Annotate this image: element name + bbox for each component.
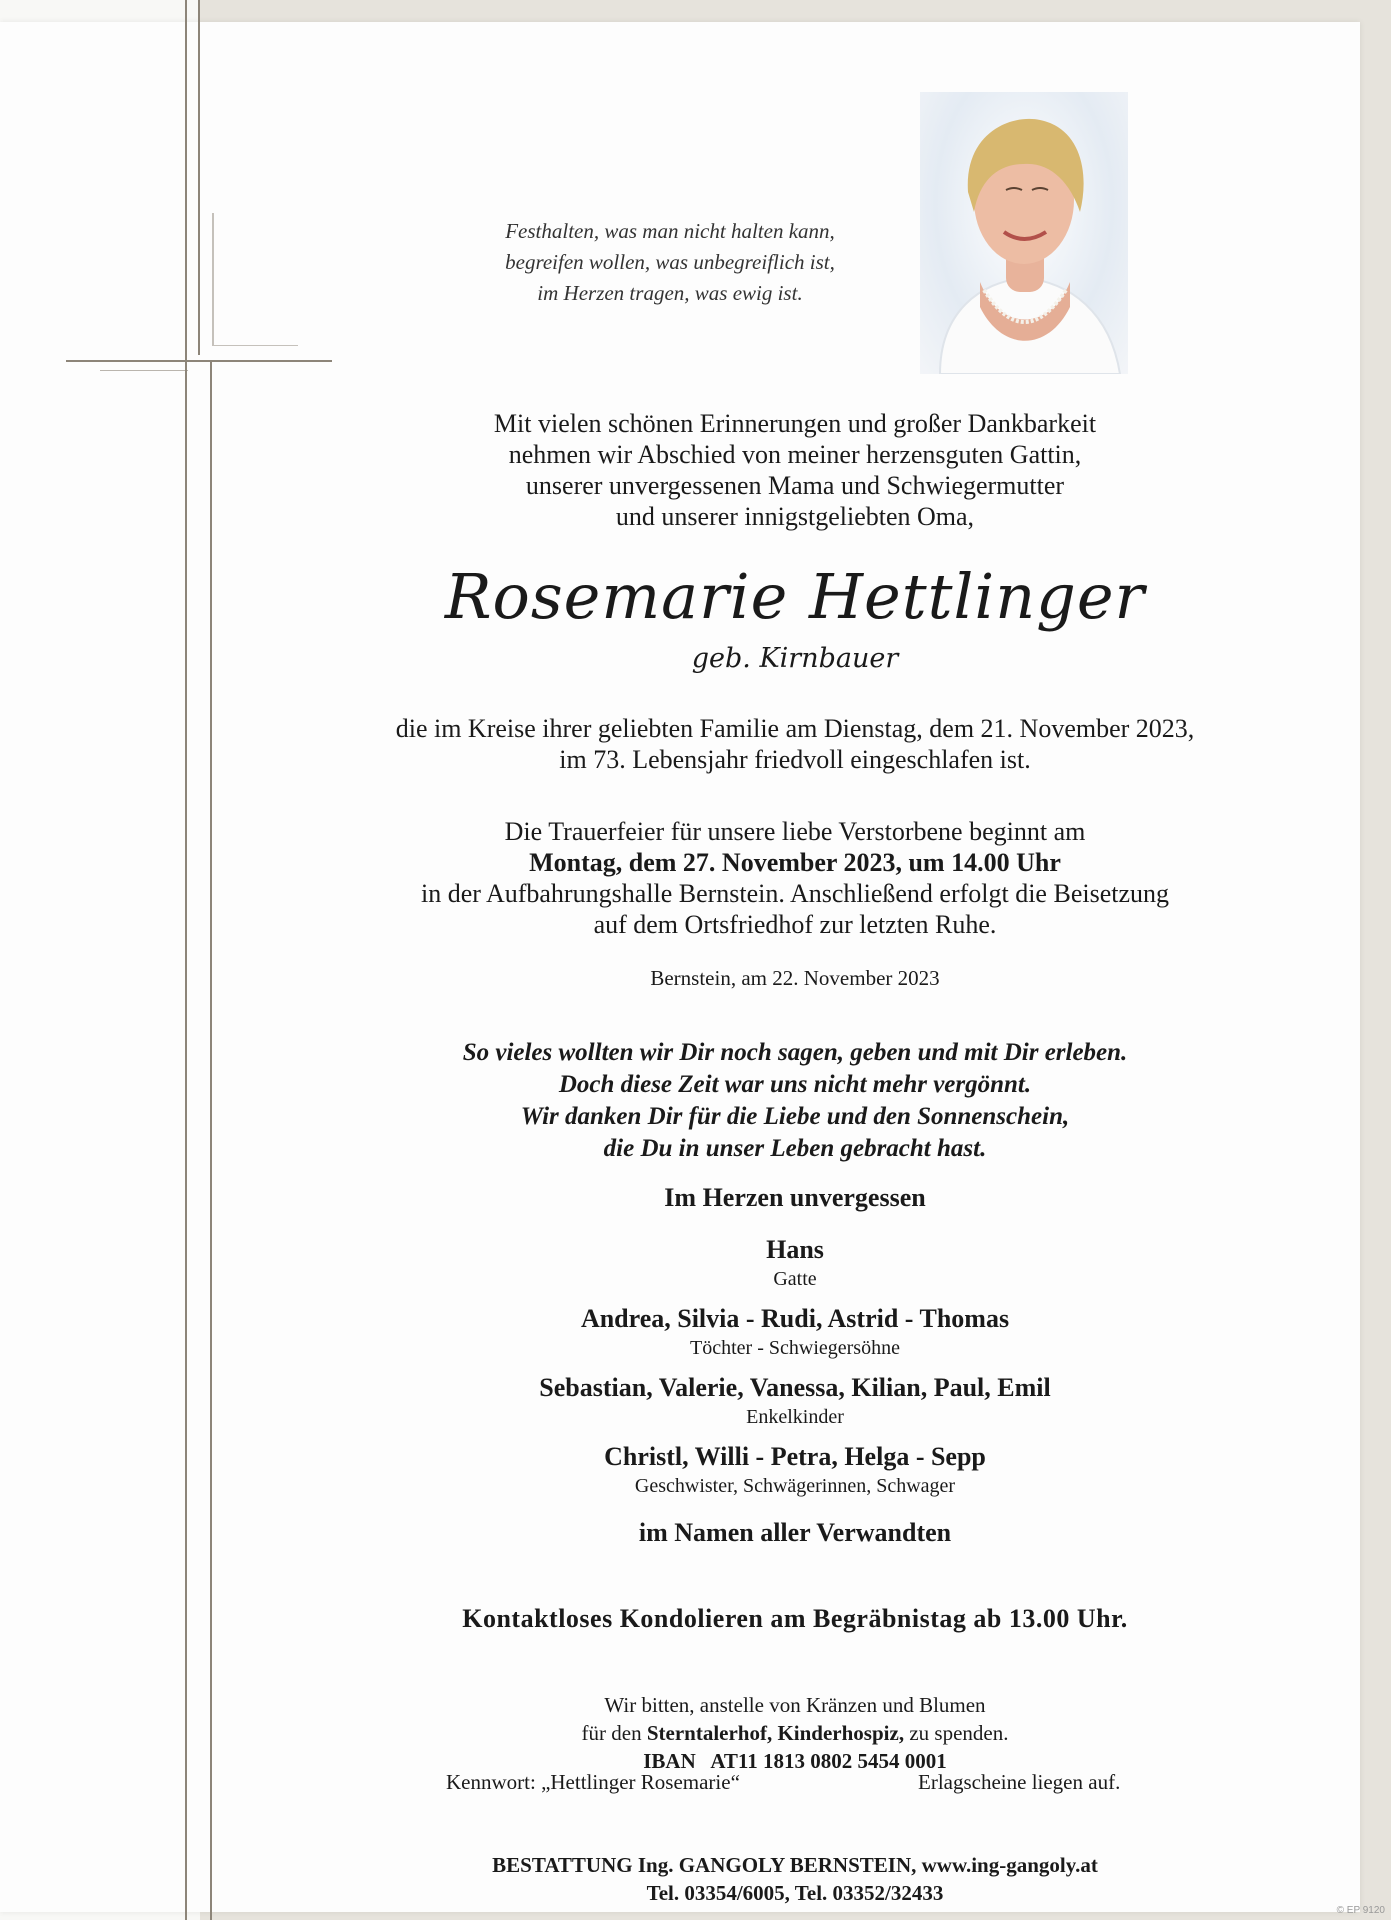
funeral-line: auf dem Ortsfriedhof zur letzten Ruhe. [593, 910, 997, 939]
donation-slips: Erlagscheine liegen auf. [918, 1770, 1121, 1794]
mourner-names: Andrea, Silvia - Rudi, Astrid - Thomas [580, 1304, 1010, 1333]
funeral-line: in der Aufbahrungshalle Bernstein. Anschließend erfolgt die Beisetzung [420, 879, 1170, 908]
motto [380, 216, 960, 309]
funeral-date: Montag, dem 27. November 2023, um 14.00 Uhr [529, 848, 1061, 877]
death-line: die im Kreise ihrer geliebten Familie am Dienstag, dem 21. November 2023, [395, 714, 1195, 743]
condolence-notice: Kontaktloses Kondolieren am Begräbnistag ab 13.00 Uhr. [462, 1604, 1128, 1633]
mourner-relation: Gatte [773, 1268, 817, 1290]
donation-line [300, 1719, 1290, 1747]
mourner-group [300, 1234, 1290, 1303]
mourner-group [300, 1372, 1290, 1441]
portrait-photo [920, 92, 1128, 374]
mourner-relation: Enkelkinder [746, 1406, 844, 1428]
death-line: im 73. Lebensjahr friedvoll eingeschlafen ist. [559, 745, 1031, 774]
mourner-names: Hans [766, 1235, 824, 1264]
donation-line: Wir bitten, anstelle von Kränzen und Blumen [604, 1693, 986, 1717]
iban: IBAN AT11 1813 0802 5454 0001 [643, 1749, 947, 1773]
undertaker-phone: Tel. 03354/6005, Tel. 03352/32433 [646, 1881, 944, 1905]
death-notice [300, 713, 1290, 775]
verse [300, 1037, 1290, 1165]
footnote: © EP 9120 [1336, 1905, 1385, 1916]
mourner-group [300, 1441, 1290, 1510]
donation-request [300, 1691, 1290, 1775]
maiden-name: geb. Kirnbauer [691, 643, 899, 674]
undertaker-info [300, 1851, 1290, 1907]
mourner-names: Christl, Willi - Petra, Helga - Sepp [604, 1442, 986, 1471]
funeral-info [300, 816, 1290, 940]
mourner-relation: Töchter - Schwiegersöhne [690, 1337, 900, 1359]
mourner-names: Sebastian, Valerie, Vanessa, Kilian, Paul, Emil [539, 1373, 1051, 1402]
intro-text [300, 408, 1290, 532]
funeral-line: Die Trauerfeier für unsere liebe Verstorbene beginnt am [504, 817, 1086, 846]
donation-suffix: zu spenden. [904, 1721, 1009, 1745]
verse-line: Wir danken Dir für die Liebe und den Sonnenschein, [520, 1103, 1070, 1130]
motto-line: begreifen wollen, was unbegreiflich ist, [505, 250, 835, 274]
verse-line: So vieles wollten wir Dir noch sagen, geben und mit Dir erleben. [462, 1039, 1128, 1066]
motto-line: Festhalten, was man nicht halten kann, [505, 219, 835, 243]
motto-line: im Herzen tragen, was ewig ist. [537, 281, 803, 305]
intro-line: unserer unvergessenen Mama und Schwiegermutter [525, 471, 1065, 500]
mourner-group [300, 1303, 1290, 1372]
mourners-heading: Im Herzen unvergessen [664, 1183, 926, 1212]
mourners-list [300, 1234, 1290, 1510]
donation-recipient: Sterntalerhof, Kinderhospiz, [646, 1721, 905, 1745]
intro-line: und unserer innigstgeliebten Oma, [615, 502, 975, 531]
mourner-relation: Geschwister, Schwägerinnen, Schwager [634, 1475, 956, 1497]
undertaker-line: BESTATTUNG Ing. GANGOLY BERNSTEIN, www.ing-gangoly.at [492, 1853, 1098, 1877]
verse-line: die Du in unser Leben gebracht hast. [603, 1135, 987, 1162]
place-date: Bernstein, am 22. November 2023 [650, 966, 940, 990]
donation-prefix: für den [581, 1721, 647, 1745]
verse-line: Doch diese Zeit war uns nicht mehr vergönnt. [558, 1071, 1032, 1098]
intro-line: nehmen wir Abschied von meiner herzensguten Gattin, [508, 440, 1082, 469]
deceased-name: Rosemarie Hettlinger [444, 560, 1146, 633]
donation-keyword: Kennwort: „Hettlinger Rosemarie“ [446, 1770, 740, 1794]
intro-line: Mit vielen schönen Erinnerungen und großer Dankbarkeit [493, 409, 1097, 438]
relatives-line: im Namen aller Verwandten [638, 1518, 952, 1547]
